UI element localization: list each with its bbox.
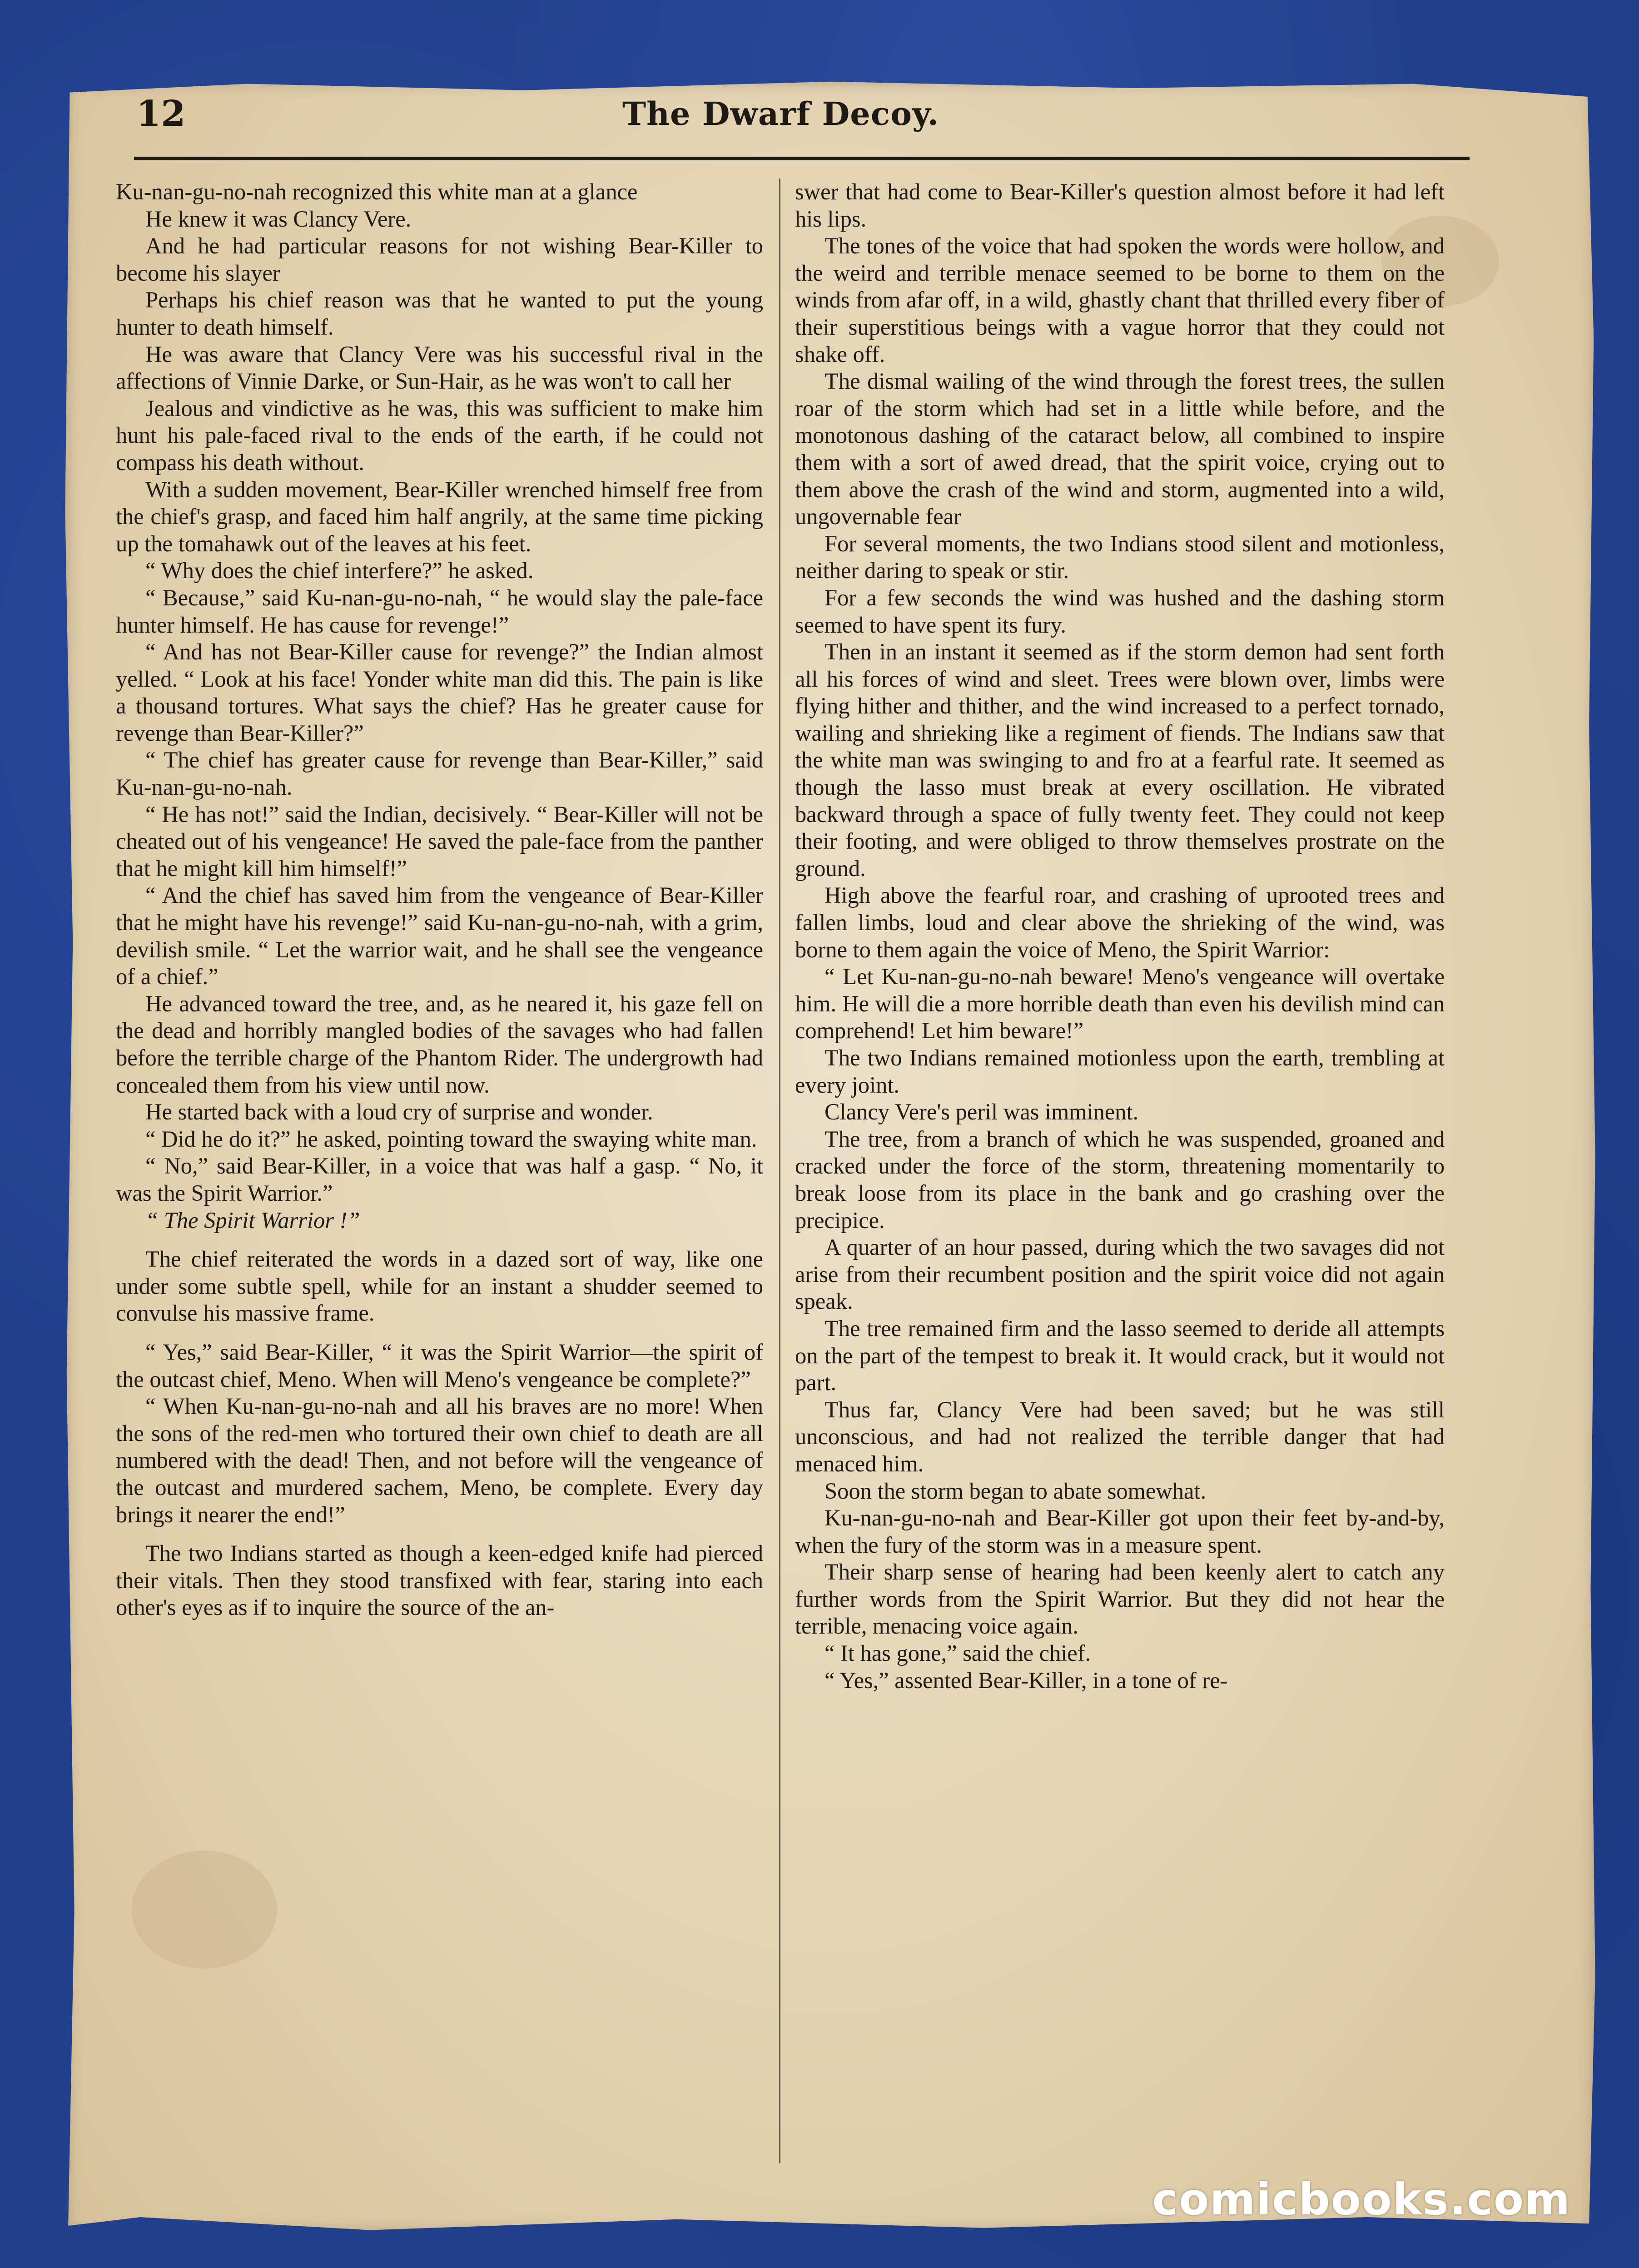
right-column <box>795 178 1445 1694</box>
paragraph: And he had particular reasons for not wishing Bear-Killer to become his slayer <box>116 233 763 286</box>
paragraph: The tones of the voice that had spoken the words were hollow, and the weird and terrible menace seemed to be borne to them on the winds from afar off, in a wild, ghastly chant that thrilled every fiber of their superstitious beings with a vague horror that they could not shake off. <box>795 233 1445 367</box>
running-title: The Dwarf Decoy. <box>622 95 939 133</box>
paragraph: Clancy Vere's peril was imminent. <box>824 1099 1139 1125</box>
paragraph: The two Indians started as though a keen-edged knife had pierced their vitals. Then they stood transfixed with fear, staring into each other's eyes as if to inquire the source of the an- <box>116 1540 763 1620</box>
paragraph: The tree, from a branch of which he was suspended, groaned and cracked under the force of the storm, threatening momentarily to break loose from its place in the bank and go crashing over the precipice. <box>795 1126 1445 1233</box>
paragraph: “ Yes,” assented Bear-Killer, in a tone of re- <box>824 1667 1228 1693</box>
paragraph: The tree remained firm and the lasso seemed to deride all attempts on the part of the tempest to break it. It would crack, but it would not part. <box>795 1315 1445 1396</box>
paragraph: Their sharp sense of hearing had been keenly alert to catch any further words from the Spirit Warrior. But they did not hear the terrible, menacing voice again. <box>795 1559 1445 1639</box>
paragraph: The dismal wailing of the wind through the forest trees, the sullen roar of the storm which had set in a little while before, and the monotonous dashing of the cataract below, all combined to inspire them with a sort of awed dread, that the spirit voice, crying out to them above the crash of the wind and storm, augmented into a wild, ungovernable fear <box>795 368 1445 530</box>
paragraph: A quarter of an hour passed, during which the two savages did not arise from their recumbent position and the spirit voice did not again speak. <box>795 1234 1445 1314</box>
paragraph: Soon the storm began to abate somewhat. <box>824 1478 1207 1504</box>
paragraph: “ No,” said Bear-Killer, in a voice that was half a gasp. “ No, it was the Spirit Warrior.” <box>116 1153 763 1206</box>
paragraph: Thus far, Clancy Vere had been saved; but he was still unconscious, and had not realized the terrible danger that had menaced him. <box>795 1396 1445 1476</box>
paragraph: The chief reiterated the words in a dazed sort of way, like one under some subtle spell, while for an instant a shudder seemed to convulse his massive frame. <box>116 1246 763 1326</box>
paragraph: Ku-nan-gu-no-nah recognized this white man at a glance <box>116 179 638 204</box>
paragraph: He was aware that Clancy Vere was his successful rival in the affections of Vinnie Darke, or Sun-Hair, as he was won't to call her <box>116 341 763 394</box>
paragraph: “ Did he do it?” he asked, pointing toward the swaying white man. <box>145 1126 757 1152</box>
paragraph: swer that had come to Bear-Killer's question almost before it had left his lips. <box>795 179 1445 232</box>
paragraph: “ Yes,” said Bear-Killer, “ it was the Spirit Warrior—the spirit of the outcast chief, Meno. When will Meno's vengeance be complete?” <box>116 1339 763 1392</box>
watermark-text: comicbooks.com <box>1152 2174 1571 2225</box>
paragraph: For several moments, the two Indians stood silent and motionless, neither daring to speak or stir. <box>795 530 1445 584</box>
paragraph: Perhaps his chief reason was that he wanted to put the young hunter to death himself. <box>116 287 763 340</box>
paragraph: “ And has not Bear-Killer cause for revenge?” the Indian almost yelled. “ Look at his face! Yonder white man did this. The pain is like a thousand tortures. What says the chief? Has he greater cause for revenge than Bear-Killer?” <box>116 639 763 746</box>
paragraph: Then in an instant it seemed as if the storm demon had sent forth all his forces of wind and sleet. Trees were blown over, limbs were flying hither and thither, and the wind increased to a perfect tornado, wailing and shrieking like a regiment of fiends. The Indians saw that the white man was swinging to and fro at a fearful rate. It seemed as though the lasso must break at every oscillation. He vibrated backward through a space of fully twenty feet. They could not keep their footing, and were obliged to throw themselves prostrate on the ground. <box>795 639 1445 881</box>
paragraph: “ Why does the chief interfere?” he asked. <box>145 558 534 584</box>
paragraph: “ Let Ku-nan-gu-no-nah beware! Meno's vengeance will overtake him. He will die a more horrible death than even his devilish mind can comprehend! Let him beware!” <box>795 964 1445 1044</box>
paragraph: Ku-nan-gu-no-nah and Bear-Killer got upon their feet by-and-by, when the fury of the storm was in a measure spent. <box>795 1505 1445 1558</box>
text-area <box>0 93 1639 2182</box>
paragraph: He advanced toward the tree, and, as he neared it, his gaze fell on the dead and horribly mangled bodies of the savages who had fallen before the terrible charge of the Phantom Rider. The undergrowth had concealed them from his view until now. <box>116 990 763 1098</box>
left-column <box>116 178 763 1621</box>
paragraph: With a sudden movement, Bear-Killer wrenched himself free from the chief's grasp, and faced him half angrily, at the same time picking up the tomahawk out of the leaves at his feet. <box>116 476 763 556</box>
paragraph: “ The Spirit Warrior !” <box>145 1207 360 1233</box>
paragraph: High above the fearful roar, and crashing of uprooted trees and fallen limbs, loud and clear above the shrieking of the wind, was borne to them again the voice of Meno, the Spirit Warrior: <box>795 882 1445 962</box>
paragraph: “ The chief has greater cause for revenge than Bear-Killer,” said Ku-nan-gu-no-nah. <box>116 747 763 800</box>
column-divider <box>779 178 780 2163</box>
page-number: 12 <box>136 93 186 134</box>
paragraph: “ Because,” said Ku-nan-gu-no-nah, “ he would slay the pale-face hunter himself. He has cause for revenge!” <box>116 584 763 638</box>
paragraph: The two Indians remained motionless upon the earth, trembling at every joint. <box>795 1045 1445 1098</box>
paragraph: “ He has not!” said the Indian, decisively. “ Bear-Killer will not be cheated out of his vengeance! He saved the pale-face from the panther that he might kill him himself!” <box>116 801 763 881</box>
paragraph: He knew it was Clancy Vere. <box>145 206 412 232</box>
paragraph: “ And the chief has saved him from the vengeance of Bear-Killer that he might have his revenge!” said Ku-nan-gu-no-nah, with a grim, devilish smile. “ Let the warrior wait, and he shall see the vengeance of a chief.” <box>116 882 763 990</box>
paragraph: For a few seconds the wind was hushed and the dashing storm seemed to have spent its fury. <box>795 584 1445 638</box>
paragraph: “ When Ku-nan-gu-no-nah and all his braves are no more! When the sons of the red-men who tortured their own chief to death are all numbered with the dead! Then, and not before will the vengeance of the outcast and murdered sachem, Meno, be complete. Every day brings it nearer the end!” <box>116 1393 763 1527</box>
paragraph: Jealous and vindictive as he was, this was sufficient to make him hunt his pale-faced rival to the ends of the earth, if he could not compass his death without. <box>116 395 763 475</box>
paragraph: “ It has gone,” said the chief. <box>824 1640 1091 1666</box>
paragraph: He started back with a loud cry of surprise and wonder. <box>145 1099 653 1125</box>
